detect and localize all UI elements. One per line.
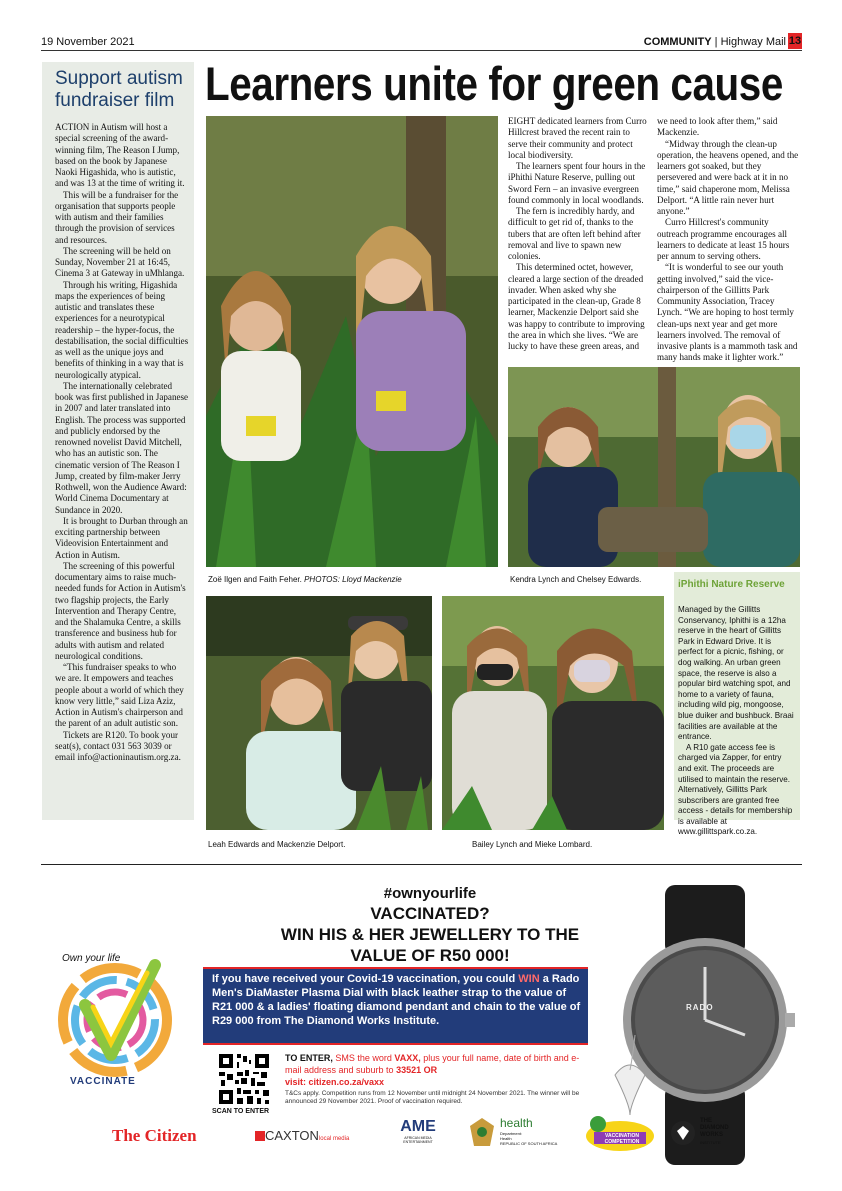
scan-label: SCAN TO ENTER — [212, 1108, 270, 1115]
enter-visit-link[interactable]: visit: citizen.co.za/vaxx — [285, 1077, 385, 1087]
photo-zoe-faith — [206, 116, 498, 567]
diamond-emblem-icon — [670, 1120, 696, 1146]
caption-names: Zoë Ilgen and Faith Feher. — [208, 575, 302, 584]
diamond-name-line: DIAMOND — [700, 1125, 729, 1131]
info-paragraph: A R10 gate access fee is charged via Zapper, for entry and exit. The proceeds are utilised to maintain the reserve. Alternatively, Gillitts Park subscribers are granted free access - details for membership is available at www.gillittspark.co.za. — [678, 742, 793, 837]
sidebar-title: Support autism fundraiser film — [55, 68, 183, 111]
sidebar-paragraph: The screening of this powerful documentary aims to raise much-needed funds for Action in Autism's two flagship projects, the Early Intervention and Therapy Centre, and the Shalamuka Centre, a skills transference and business hub for adults with autism and related neurological conditions. — [55, 560, 186, 661]
page-header-section — [644, 36, 786, 48]
sidebar-paragraph: It is brought to Durban through an exciting partnership between Videovision Entertainment and Action in Autism. — [55, 515, 188, 560]
health-sub-line: Department: — [500, 1131, 523, 1136]
health-sub-line: Health — [500, 1136, 512, 1141]
prize-value-2: R29 000 — [212, 1015, 254, 1027]
photo-bailey-mieke — [442, 596, 664, 830]
ad-divider — [41, 864, 802, 865]
prize-win: WIN — [518, 973, 540, 985]
prize-value-1: R21 000 — [212, 1001, 254, 1013]
article-paragraph: The learners spent four hours in the iPhithi Nature Reserve, pulling out Sword Fern – an invasive evergreen found commonly in local woodlands. — [508, 161, 646, 205]
vaccinate-badge — [45, 945, 185, 1095]
health-name: health — [500, 1116, 533, 1130]
ame-sub: AFRICAN MEDIA ENTERTAINMENT — [403, 1136, 433, 1144]
photo-caption-1 — [208, 575, 402, 584]
article-paragraph: The fern is incredibly hardy, and difficult to get rid of, thanks to the tubers that are often left behind after removal and live to spawn new colonies. — [508, 206, 641, 261]
article-headline: Learners unite for green cause — [205, 57, 783, 110]
issue-date: 19 November 2021 — [41, 36, 135, 48]
photo-kendra-chelsey — [508, 367, 800, 567]
sidebar-body — [55, 122, 189, 763]
info-box-title: iPhithi Nature Reserve — [678, 579, 785, 590]
prize-sponsor: The Diamond Works Institute. — [284, 1015, 440, 1027]
article-paragraph: Curro Hillcrest's community outreach programme encourages all learners to dedicate at least 15 hours per annum to serving others. — [657, 217, 790, 261]
photo-leah-mackenzie — [206, 596, 432, 830]
info-box-body — [678, 605, 796, 838]
prize-text: a Rado Men's DiaMaster Plasma Dial with black leather strap to the value of — [212, 973, 580, 999]
article-paragraph: “Midway through the clean-up operation, the heavens opened, and the learners got soaked, but they persevered and were back at it in no time,” said chaperone mom, Melissa Delport. “A little rain never hurt anyone.” — [657, 138, 799, 216]
prize-text: & a ladies' floating diamond pendant and chain to the value of — [253, 1001, 581, 1013]
citizen-logo: The Citizen — [112, 1126, 197, 1145]
photo-caption-3: Leah Edwards and Mackenzie Delport. — [208, 840, 346, 849]
enter-word: VAXX, — [394, 1053, 421, 1063]
info-paragraph: Managed by the Gillitts Conservancy, Iphithi is a 12ha reserve in the heart of Gillitts Park in Edward Drive. It is perfect for a picnic, fishing, or dog walking. An urban green space, the reserve is also a popular bird watching spot, and home to a variety of fauna, including wild pig, mongoose, blue duiker and bushbuck. Braai facilities are available at the entrance. — [678, 605, 794, 742]
header-separator: | — [714, 36, 718, 48]
competition-text: VACCINATION COMPETITION — [604, 1133, 640, 1145]
article-paragraph: “It is wonderful to see our youth getting involved,” said the vice-chairperson of the Gillitts Park Community Association, Tracey Lynch. “We are hoping to host termly clean-ups next year and get more learners involved. The removal of invasive plants is a mammoth task and many hands make it lighter work.” — [657, 262, 798, 363]
enter-text: SMS the word — [332, 1053, 395, 1063]
diamond-name-line: WORKS — [700, 1132, 723, 1138]
diamond-works-name — [700, 1118, 729, 1146]
caxton-logo — [255, 1128, 349, 1143]
badge-bottom-text: VACCINATE — [70, 1076, 136, 1087]
photo-caption-4: Bailey Lynch and Mieke Lombard. — [472, 840, 593, 849]
diamond-name-line: THE — [700, 1118, 712, 1124]
article-paragraph: we need to look after them,” said Mackenzie. — [657, 116, 778, 138]
ame-logo — [396, 1118, 440, 1144]
diamond-name-line: INSTITUTE — [700, 1140, 721, 1145]
page-number: 13 — [788, 35, 802, 47]
coat-of-arms-icon — [470, 1118, 494, 1148]
enter-label: TO ENTER, — [285, 1053, 333, 1063]
ad-prize-text — [212, 972, 584, 1028]
section-name: COMMUNITY — [643, 36, 712, 48]
article-paragraph: This determined octet, however, cleared a large section of the dreaded invader. When asked why she participated in the clean-up, Grade 8 learner, Mackenzie Delport said she was happy to contribute to improving the area in which she lives. “We are lucky to have these green areas, and — [508, 262, 645, 351]
caxton-name: CAXTON — [265, 1128, 319, 1143]
enter-text: plus your full name, date of birth and e-mail address and suburb to — [285, 1053, 580, 1075]
article-paragraph: EIGHT dedicated learners from Curro Hillcrest braved the recent rain to serve their community and protect local biodiversity. — [508, 116, 647, 160]
qr-code-icon[interactable] — [217, 1052, 271, 1106]
ad-hashtag: #ownyourlife — [383, 885, 477, 902]
ad-line-3: VALUE OF R50 000! — [350, 946, 510, 965]
caxton-mark-icon — [255, 1131, 265, 1141]
enter-number: 33521 OR — [396, 1065, 438, 1075]
sidebar-paragraph: Tickets are R120. To book your seat(s), contact 031 563 3039 or email info@actioninautism.org.za. — [55, 729, 181, 762]
ad-line-1: VACCINATED? — [370, 904, 490, 923]
health-logo — [470, 1116, 574, 1152]
article-column-2 — [657, 116, 800, 364]
entry-instructions — [285, 1052, 585, 1088]
ad-headline — [200, 903, 660, 966]
paper-name: Highway Mail — [720, 36, 786, 48]
sidebar-paragraph: “This fundraiser speaks to who we are. It empowers and teaches people about a world of which they know very little,” said Liza Aziz, Action in Autism's chairperson and the parent of an adult autistic son. — [55, 662, 184, 729]
prize-text: from — [253, 1015, 285, 1027]
ad-line-2: WIN HIS & HER JEWELLERY TO THE — [280, 925, 580, 944]
badge-top-text: Own your life — [62, 953, 121, 964]
terms-text: T&Cs apply. Competition runs from 12 November until midnight 24 November 2021. The winner will be announced 29 November 2021. Proof of vaccination required. — [285, 1090, 580, 1105]
photo-credit: PHOTOS: Lloyd Mackenzie — [304, 575, 402, 584]
sidebar-paragraph: The screening will be held on Sunday, November 21 at 16:45, Cinema 3 at Gateway in uMhlanga. — [55, 245, 185, 279]
header-rule — [41, 50, 802, 51]
sidebar-paragraph: ACTION in Autism will host a special screening of the award-winning film, The Reason I Jump, based on the book by Japanese Naoki Higashida, who is autistic, and was 13 at the time of writing it. — [55, 122, 185, 189]
sidebar-paragraph: The internationally celebrated book was first published in Japanese in 2007 and later translated into English. The process was supported and publicly endorsed by the renowned novelist David Mitchell, who has an autistic son. The cinematic version of The Reason I Jump, created by film-maker Jerry Rothwell, won the Audience Award: World Cinema Documentary at Sundance in 2020. — [55, 380, 189, 515]
prize-text: If you have received your Covid-19 vaccination, you could — [212, 973, 519, 985]
health-sub-line: REPUBLIC OF SOUTH AFRICA — [500, 1141, 558, 1146]
vaccination-competition-logo — [584, 1114, 656, 1154]
watch-brand: RADO — [686, 1003, 714, 1012]
sidebar-paragraph: Through his writing, Higashida maps the experiences of being autistic and translates these experiences for a neurotypical readership – the hyper-focus, the destabilisation, the social difficulties as well as the unique joys and benefits of thinking in a way that is neurologically atypical. — [55, 279, 189, 380]
health-sub — [500, 1131, 557, 1146]
caxton-sub: local media — [318, 1136, 350, 1142]
ame-name: AME — [400, 1118, 436, 1135]
sponsor-logos — [112, 1116, 752, 1154]
photo-caption-2: Kendra Lynch and Chelsey Edwards. — [510, 575, 642, 584]
sidebar-paragraph: This will be a fundraiser for the organisation that supports people with autism and their families through the provision of services and resources. — [55, 189, 179, 245]
article-column-1 — [508, 116, 651, 352]
